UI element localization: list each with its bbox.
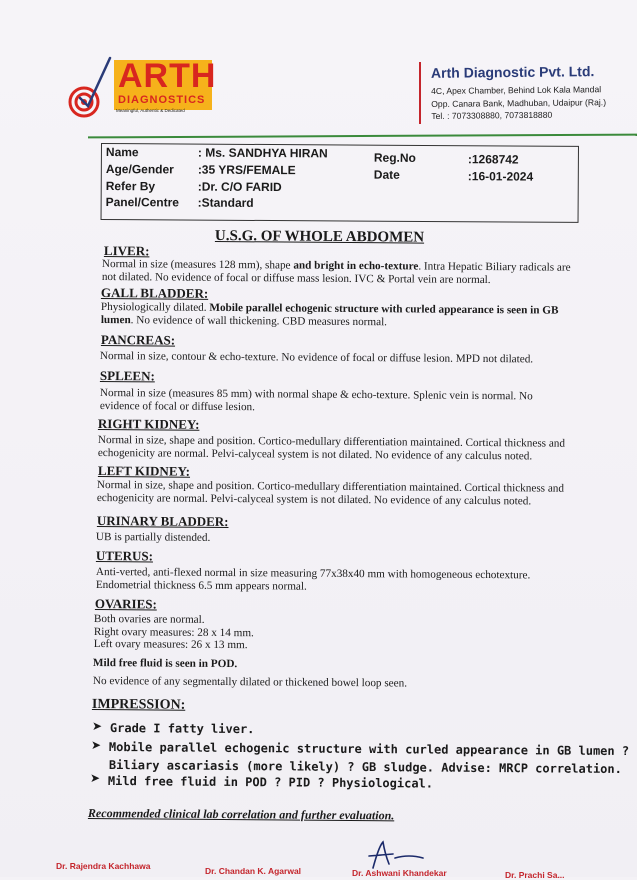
impression-1: Grade I fatty liver. [109, 720, 255, 737]
impression-3: Mild free fluid in POD ? PID ? Physiological. [107, 773, 434, 791]
liver-findings: Normal in size (measures 128 mm), shape and bright in echo-texture. Intra Hepatic Biliary radicals are not dilated. No evidence of focal or diffuse mass lesion. IVC & Portal vein are normal. [101, 258, 571, 286]
pancreas-findings: Normal in size, contour & echo-texture. No evidence of focal or diffuse lesion. MPD not dilated. [99, 350, 534, 366]
patient-name: : Ms. SANDHYA HIRAN [197, 145, 328, 161]
ovaries-findings: Both ovaries are normal. Right ovary measures: 28 x 14 mm. Left ovary measures: 26 x 13 mm. [93, 613, 254, 652]
right-kidney-heading: RIGHT KIDNEY: [97, 416, 200, 432]
urinary-bladder-heading: URINARY BLADDER: [96, 513, 229, 530]
doctor-3: Dr. Ashwani Khandekar [352, 868, 447, 878]
signature-icon [365, 840, 435, 870]
left-kidney-findings: Normal in size, shape and position. Cortico-medullary differentiation maintained. Cortical thickness and echogenicity are normal. Pelvi-calyceal system is not dilated. No evidence of any calculus noted. [96, 479, 565, 507]
impression-2a: Mobile parallel echogenic structure with curled appearance in GB lumen ? [108, 739, 630, 759]
panel-label: Panel/Centre [105, 195, 180, 210]
patient-age: :35 YRS/FEMALE [197, 162, 296, 178]
ovaries-heading: OVARIES: [94, 596, 157, 612]
arrow-bullet-icon: ➤ [90, 771, 101, 785]
impression-heading: IMPRESSION: [91, 697, 186, 713]
report-title: U.S.G. OF WHOLE ABDOMEN [214, 228, 425, 246]
doctor-4: Dr. Prachi Sa... [505, 870, 565, 880]
left-kidney-heading: LEFT KIDNEY: [97, 463, 191, 479]
logo-sub: DIAGNOSTICS [118, 94, 206, 106]
age-label: Age/Gender [105, 162, 174, 177]
arrow-bullet-icon: ➤ [92, 719, 103, 733]
liver-heading: LIVER: [103, 243, 150, 259]
doctor-1: Dr. Rajendra Kachhawa [56, 861, 151, 871]
doctor-2: Dr. Chandan K. Agarwal [205, 866, 302, 876]
logo-name: ARTH [118, 57, 217, 95]
company-name: Arth Diagnostic Pvt. Ltd. [430, 63, 595, 81]
report-date: :16-01-2024 [467, 169, 534, 184]
header-rule [88, 134, 637, 139]
arrow-bullet-icon: ➤ [91, 738, 102, 752]
spleen-findings: Normal in size (measures 85 mm) with normal shape & echo-texture. Splenic vein is normal. No evidence of focal or diffuse lesion. [99, 387, 533, 413]
uterus-findings: Anti-verted, anti-flexed normal in size measuring 77x38x40 mm with homogeneous echotexture. Endometrial thickness 6.5 mm appears normal. [95, 566, 531, 593]
reg-number: :1268742 [467, 152, 519, 167]
recommendation-note: Recommended clinical lab correlation and further evaluation. [87, 806, 395, 823]
gall-bladder-findings: Physiologically dilated. Mobile parallel echogenic structure with curled appearance is seen in GB lumen. No evidence of wall thickening. CBD measures normal. [100, 301, 559, 328]
patient-details-box [101, 143, 579, 223]
free-fluid-note: Mild free fluid is seen in POD. [92, 657, 238, 671]
patient-panel: :Standard [197, 195, 254, 210]
logo-tagline: Meaningful, Authentic & Dedicated [116, 108, 185, 113]
right-kidney-findings: Normal in size, shape and position. Cortico-medullary differentiation maintained. Cortical thickness and echogenicity are normal. Pelvi-calyceal system is not dilated. No evidence of any calculus noted. [97, 434, 566, 462]
bowel-note: No evidence of any segmentally dilated or thickened bowel loop seen. [92, 675, 408, 690]
name-label: Name [105, 145, 139, 160]
pancreas-heading: PANCREAS: [100, 332, 176, 348]
gall-bladder-heading: GALL BLADDER: [100, 285, 209, 301]
uterus-heading: UTERUS: [95, 548, 154, 564]
company-address: 4C, Apex Chamber, Behind Lok Kala Mandal Opp. Canara Bank, Madhuban, Udaipur (Raj.) Tel. : 7073308880, 7073818880 [431, 84, 607, 121]
date-label: Date [373, 167, 400, 182]
patient-refer: :Dr. C/O FARID [197, 179, 282, 195]
refer-label: Refer By [105, 179, 156, 194]
reg-label: Reg.No [373, 150, 416, 165]
header-divider [419, 62, 421, 124]
spleen-heading: SPLEEN: [99, 368, 155, 384]
impression-2b: Biliary ascariasis (more likely) ? GB sludge. Advise: MRCP correlation. [108, 757, 622, 777]
urinary-bladder-findings: UB is partially distended. [95, 531, 211, 544]
arth-logo [66, 56, 216, 120]
